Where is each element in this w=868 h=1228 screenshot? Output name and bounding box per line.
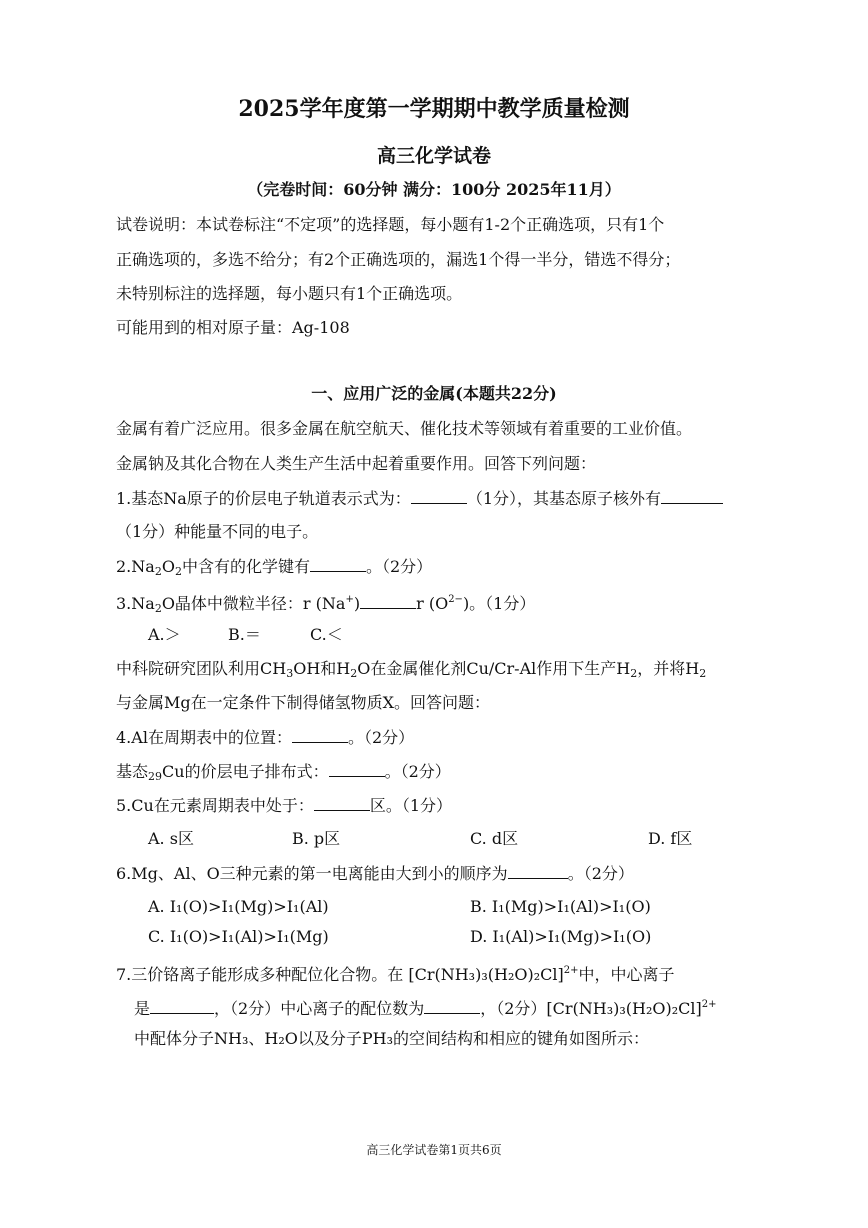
question-5-text-a: 5.Cu在元素周期表中处于： [116, 796, 314, 815]
question-7-text-d: ，（2分）中心离子的配位数为 [214, 999, 425, 1018]
question-3-text-b: O晶体中微粒半径：r (Na [161, 594, 346, 613]
question-3-text-a: 3.Na [116, 594, 155, 613]
question-4b-text-a: 基态 [116, 762, 149, 781]
q6-option-c[interactable]: C. I₁(O)>I₁(Al)>I₁(Mg) [148, 927, 329, 946]
q5-option-a[interactable]: A. s区 [148, 829, 194, 848]
question-7-line-1 [116, 961, 675, 985]
section-intro-2: 金属钠及其化合物在人类生产生活中起着重要作用。回答下列问题： [116, 454, 597, 473]
q5-option-c[interactable]: C. d区 [470, 829, 519, 848]
question-2-text-b: O [161, 557, 175, 576]
question-2-subscript-2: 2 [174, 565, 182, 578]
question-4 [116, 727, 414, 748]
intro-3-text-d: ，并将H [637, 659, 700, 678]
answer-blank-q3[interactable] [360, 593, 416, 609]
intro-3-subscript-1: 3 [286, 667, 294, 680]
question-2 [116, 556, 432, 582]
question-4-text-b: 。（2分） [347, 728, 415, 747]
question-2-text-d: 。（2分） [365, 557, 433, 576]
question-3-text-d: r (O [416, 594, 449, 613]
question-3-superscript-1: + [345, 594, 354, 605]
question-6-text-a: 6.Mg、Al、O三种元素的第一电离能由大到小的顺序为 [116, 864, 508, 883]
exam-subtitle: 高三化学试卷 [376, 145, 491, 167]
question-3-text-c: ) [353, 594, 361, 613]
question-7-text-b: 中，中心离子 [578, 965, 675, 984]
atomic-mass-note: 可能用到的相对原子量：Ag-108 [116, 318, 350, 337]
exam-title: 2025学年度第一学期期中教学质量检测 [238, 96, 630, 122]
q5-option-d[interactable]: D. f区 [648, 829, 693, 848]
question-1-line-1 [116, 488, 723, 509]
question-4b-subscript: 29 [148, 770, 163, 783]
intro-3-subscript-4: 2 [699, 667, 707, 680]
answer-blank-q1-energy[interactable] [661, 488, 723, 504]
instructions-line-3: 未特别标注的选择题，每小题只有1个正确选项。 [116, 284, 463, 303]
question-1-text-b: （1分），其基态原子核外有 [466, 489, 661, 508]
question-3-superscript-2: 2− [448, 594, 463, 605]
q3-option-a[interactable]: A.＞ [148, 625, 181, 644]
instructions-line-1: 试卷说明：本试卷标注“不定项”的选择题，每小题有1-2个正确选项，只有1个 [116, 215, 665, 234]
question-7-line-2 [134, 995, 717, 1019]
question-7-text-e: ，（2分）[Cr(NH₃)₃(H₂O)₂Cl] [480, 999, 702, 1018]
answer-blank-q6[interactable] [508, 863, 568, 879]
question-2-subscript-1: 2 [154, 565, 162, 578]
question-1-text-a: 1.基态Na原子的价层电子轨道表示式为： [116, 489, 411, 508]
answer-blank-q2[interactable] [310, 556, 366, 572]
intro-3-text-b: OH和H [293, 659, 351, 678]
question-4b-text-b: Cu的价层电子排布式： [162, 762, 329, 781]
section-intro-4: 与金属Mg在一定条件下制得储氢物质X。回答问题： [116, 693, 491, 712]
question-5-text-b: 区。（1分） [369, 796, 453, 815]
intro-3-text-a: 中科院研究团队利用CH [116, 659, 287, 678]
instructions-line-2: 正确选项的，多选不给分；有2个正确选项的，漏选1个得一半分，错选不得分； [116, 250, 681, 269]
exam-info: （完卷时间：60分钟 满分：100分 2025年11月） [247, 180, 621, 199]
answer-blank-q7-center-ion[interactable] [150, 998, 214, 1014]
question-1-line-2: （1分）种能量不同的电子。 [116, 522, 319, 541]
q6-option-a[interactable]: A. I₁(O)>I₁(Mg)>I₁(Al) [148, 897, 329, 916]
question-6 [116, 863, 634, 884]
section-heading: 一、应用广泛的金属(本题共22分) [311, 384, 557, 403]
q6-option-d[interactable]: D. I₁(Al)>I₁(Mg)>I₁(O) [470, 927, 652, 946]
question-3-subscript: 2 [154, 602, 162, 615]
question-7-superscript: 2+ [563, 965, 579, 976]
intro-3-text-c: O在金属催化剂Cu/Cr-Al作用下生产H [357, 659, 631, 678]
q6-option-b[interactable]: B. I₁(Mg)>I₁(Al)>I₁(O) [470, 897, 651, 916]
page-footer: 高三化学试卷第1页共6页 [366, 1143, 502, 1157]
answer-blank-q7-coordination[interactable] [424, 998, 480, 1014]
question-2-text-a: 2.Na [116, 557, 155, 576]
question-6-text-b: 。（2分） [567, 864, 634, 883]
q3-option-b[interactable]: B.＝ [228, 625, 261, 644]
intro-3-subscript-3: 2 [630, 667, 638, 680]
question-2-text-c: 中含有的化学键有 [181, 557, 310, 576]
question-7-text-a: 7.三价铬离子能形成多种配位化合物。在 [Cr(NH₃)₃(H₂O)₂Cl] [116, 965, 564, 984]
question-4-text-a: 4.Al在周期表中的位置： [116, 728, 292, 747]
answer-blank-q4b[interactable] [329, 761, 385, 777]
question-3 [116, 590, 535, 619]
question-7-superscript-2: 2+ [701, 999, 717, 1010]
question-4b-text-c: 。（2分） [384, 762, 451, 781]
section-intro-1: 金属有着广泛应用。很多金属在航空航天、催化技术等领域有着重要的工业价值。 [116, 419, 693, 438]
question-7-text-c: 是 [134, 999, 151, 1018]
q5-option-b[interactable]: B. p区 [292, 829, 341, 848]
answer-blank-q1-orbital[interactable] [411, 488, 467, 504]
q3-option-c[interactable]: C.＜ [310, 625, 343, 644]
section-intro-3 [116, 659, 706, 684]
question-5 [116, 795, 452, 816]
answer-blank-q5[interactable] [314, 795, 370, 811]
question-3-text-e: )。（1分） [462, 594, 536, 613]
answer-blank-q4[interactable] [292, 727, 348, 743]
question-7-line-3: 中配体分子NH₃、H₂O以及分子PH₃的空间结构和相应的键角如图所示： [134, 1029, 649, 1048]
question-4b [116, 761, 451, 787]
intro-3-subscript-2: 2 [350, 667, 358, 680]
